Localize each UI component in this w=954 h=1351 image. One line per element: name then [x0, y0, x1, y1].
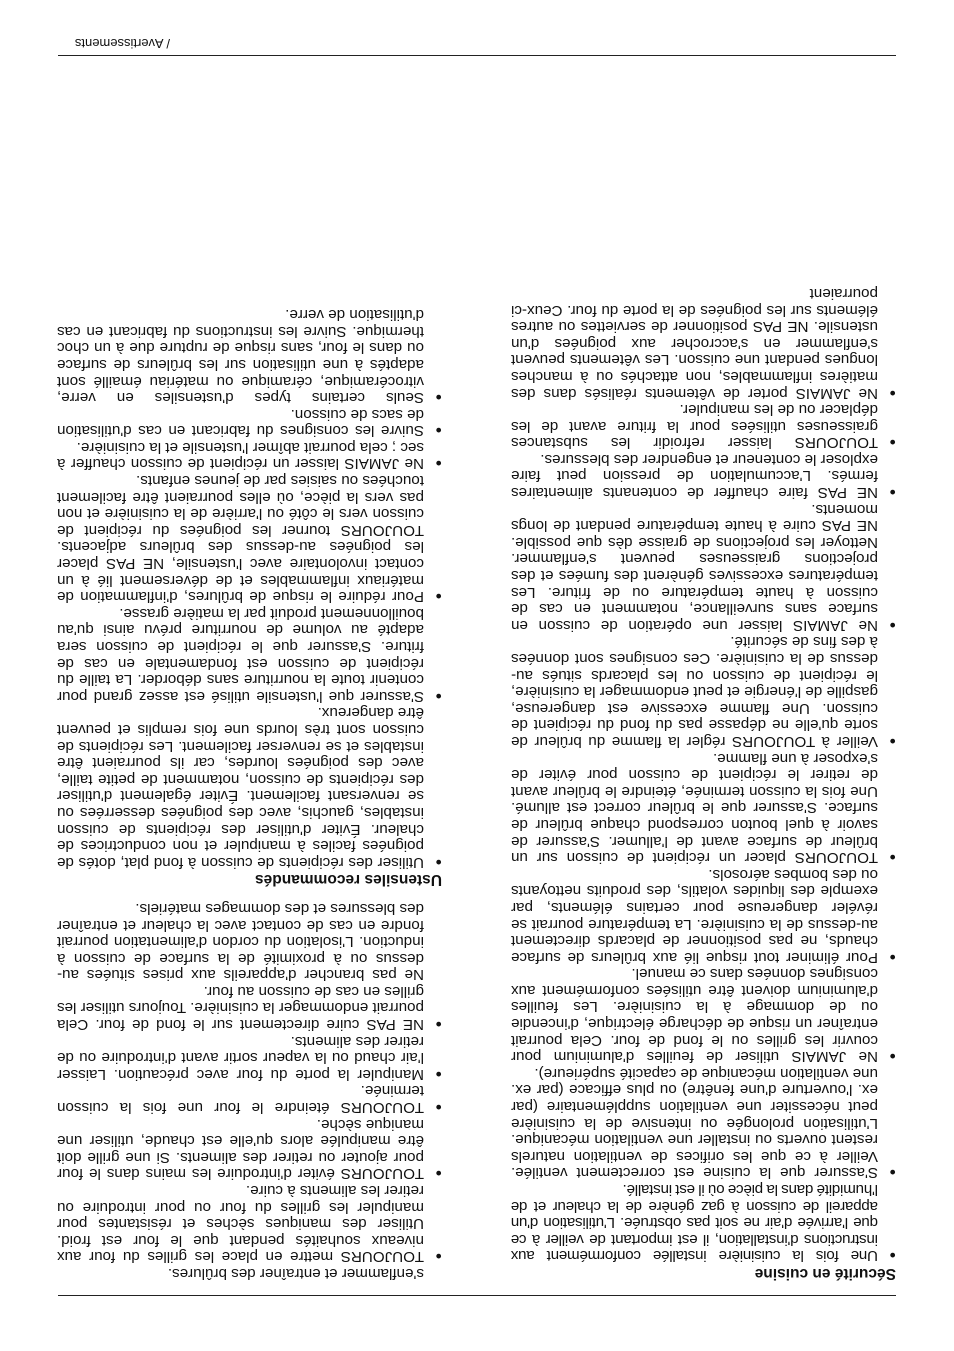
list-item: ● S'assurer que l'ustensile utilisé est assez grand pour contenir toute la nourriture sans déborder. La taille du récipient de cuisson est fondamentale en cas de friture. S'assurer que le récipient de cuisson sera adapté au volume de nourriture prévu ainsi qu'au bouillonnement produit par la matière grasse.: [57, 604, 442, 704]
list-item: ● Pour réduire le risque de brûlures, d'inflammation de matériaux inflammables et de déversement lié à un contact involontaire avec l'ustensile, NE PAS placer les poignées au-dessus des brûleurs adjacents. TOUJOURS tourner les poignées du récipient de cuisson vers le côté ou l'arrière de la cuisinière et non pas vers la pièce, où elles pourraient être facilement touchées ou saisies par de jeunes enfants.: [57, 472, 442, 605]
list-item: ● TOUJOURS laisser refroidir les substances graisseuses utilisées pour la friture avant de les déplacer ou de les manipuler.: [511, 401, 896, 451]
list-item: ● Suivre les consignes du fabricant en cas d'utilisation de sacs de cuisson.: [57, 405, 442, 438]
list-item: ● TOUJOURS éviter d'introduire les mains dans le four pour ajouter ou retirer des aliments. Si une grille doit être manipulée alors qu'elle est chaude, utiliser une manique sèche.: [57, 1115, 442, 1181]
section-heading-recommended-cookware: Ustensiles recommandés: [255, 871, 442, 889]
list-item: ● NE PAS faire chauffer de contenants alimentaires fermés. L'accumulation de pression peut faire exploser le conteneur et engendrer des blessures.: [511, 450, 896, 500]
top-rule: [58, 1295, 896, 1296]
continued-text: s'enflammer et entraîner des brûlures.: [167, 1265, 424, 1282]
list-item: ● S'assurer que la cuisine est correctement ventilée. Veiller à ce que les orifices de ventilation naturels restent ouverts ou installer une ventilation mécanique. L'utilisation prolongée ou intensive de la cuisinière peut nécessiter une ventilation supplémentaire (par ex. l'ouverture d'une fenêtre) ou plus efficace (par ex. une ventilation mécanique de capacité supérieure).: [511, 1064, 896, 1180]
list-item: ● NE PAS cuire directement sur le fond de four. Cela pourrait endommager la cuisinière. Toujours utiliser les grilles en cas de cuisson au four.: [57, 982, 442, 1032]
list-item: ● Ne JAMAIS porter de vêtements réalisés dans des matières inflammables, non attachés ou à manches longues pendant une cuisson. Les vêtements peuvent s'enflammer en s'accrocher aux poignées d'un ustensile. NE PAS positionner de serviettes ou autres éléments sur les poignées de la porte du four. Ceux-ci pourraient: [511, 284, 896, 400]
list-item: ● Veiller à TOUJOURS régler la flamme du brûleur de sorte qu'elle ne dépasse pas du fond du récipient de cuisson. Une flamme excessive est dangereuse, gaspille de l'énergie et peut endommager la cuisinière, le récipient de cuisson ou les placards situés au-dessus de la cuisinière. Ces consignes sont données à des fins de sécurité.: [511, 633, 896, 749]
list-item: ● Ne JAMAIS utiliser de feuilles d'aluminium pour couvrir les grilles ou le fond de four. Cela pourrait entraîner un risque de décharge électrique, d'incendie ou de dommage à la cuisinière. Les feuilles d'aluminium doivent être utilisées conformément aux consignes données dans ce manuel.: [511, 965, 896, 1065]
list-item: ● Ne JAMAIS laisser une opération de cuisson en surface sans surveillance, notamment en cas de cuisson à haute température ou de friture. Les températures excessives génèrent des fumées et des projections graisseuses peuvent s'enflammer. Nettoyer les projections de graisse dès que possible. NE PAS cuire à haute température pendant de longs moments.: [511, 500, 896, 633]
right-column: [57, 306, 442, 1281]
bottom-rule: [58, 55, 896, 56]
spacer: [57, 887, 442, 899]
list-item: ● Pour éliminer tout risque lié aux brûleurs de surface chauds, ne pas positionner de placards directement au-dessus de la cuisinière. La température pourrait se révéler dangereuse pour certains éléments, par exemple des liquides volatils, des produits nettoyants ou des bombes aérosols.: [511, 865, 896, 965]
section-heading-kitchen-safety: Sécurité en cuisine: [754, 1265, 896, 1282]
left-column: [511, 284, 896, 1281]
running-head: / Avertissements: [74, 36, 170, 51]
list-item: ● Utiliser des récipients de cuisson à fond plat, dotés de poignées faciles à manipuler et non conductrices de chaleur. Éviter d'utiliser des récipients de cuisson instables, gauchis, avec des poignées desserrées ou se renversant facilement. Éviter également d'utiliser des récipients de cuisson, notamment de petite taille, avec des poignées lourdes, car ils pourraient être instables et se renverser facilement. Les récipients de cuisson sont très lourds une fois remplis et peuvent être dangereux.: [57, 704, 442, 870]
list-item: ● TOUJOURS mettre en place les grilles du four aux niveaux souhaités pendant que le four est froid. Utiliser des maniques sèches et résistantes pour manipuler les grilles du four ou pour introduire ou retirer les aliments à cuire.: [57, 1181, 442, 1264]
list-item: ● Une fois la cuisinière installée conformément aux instructions d'installation, il est important de veiller à ce que l'arrivée d'air ne soit pas obstruée. L'utilisation d'un appareil de cuisson à gaz génère de la chaleur et de l'humidité dans la pièce où il est installé.: [511, 1180, 896, 1263]
list-item: ● Seuls certains types d'ustensiles en verre, vitrocéramique, céramique ou matériau émaillé sont adaptés à une utilisation sur les brûleurs de surface ou dans le four, sans risque de rupture due à un choc thermique. Suivre les instructions du fabricant en cas d'utilisation de verre.: [57, 306, 442, 406]
list-item: ● Manipuler la porte du four avec précaution. Laisser l'air chaud ou la vapeur sortir avant d'introduire ou de retirer des aliments.: [57, 1032, 442, 1082]
list-item: ● Ne JAMAIS laisser un récipient de cuisson chauffer à sec ; cela pourrait abîmer l'ustensile et la cuisinière.: [57, 438, 442, 471]
paragraph-induction-warning: Ne pas brancher d'appareils aux prises situées au-dessus ou à proximité de la surface de cuisson à induction. L'isolation du cordon d'alimentation pourrait fondre en cas de contact avec la chaleur et entraîner des blessures et des dommages matériels.: [57, 899, 424, 984]
list-item: ● TOUJOURS éteindre le four une fois la cuisson terminée.: [57, 1082, 442, 1115]
list-item: ● TOUJOURS placer un récipient de cuisson sur un brûleur de surface avant de l'allumer. S'assurer de savoir à quel bouton correspond chaque brûleur de surface. S'assurer que le brûleur correct est allumé. Une fois la cuisson terminée, éteindre le brûleur avant de retirer le récipient de cuisson pour éviter de s'exposer à une flamme.: [511, 749, 896, 865]
